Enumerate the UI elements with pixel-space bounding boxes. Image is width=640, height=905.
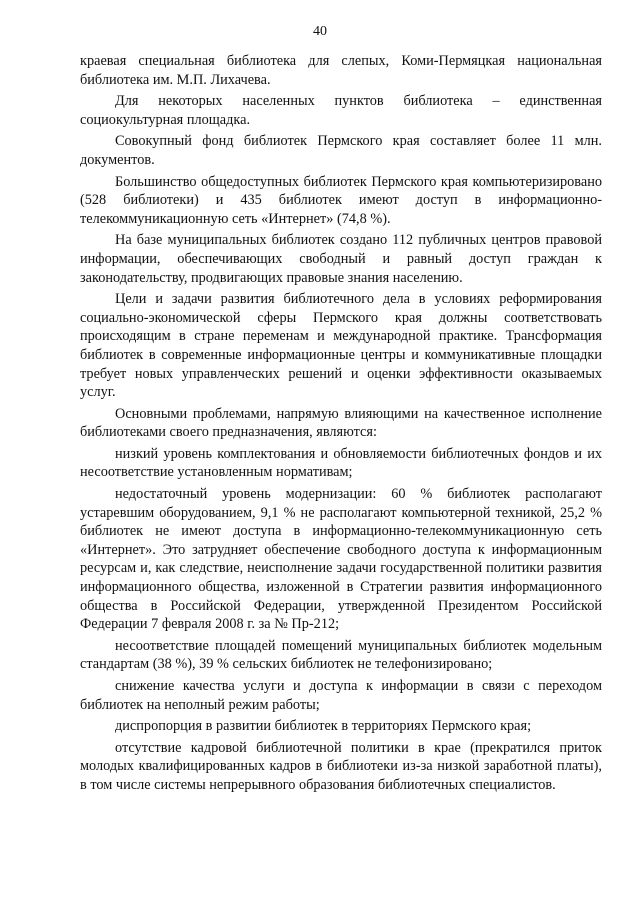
list-item: низкий уровень комплектования и обновляемости библиотечных фондов и их несоответствие установленным нормативам; [80,445,602,481]
paragraph: Совокупный фонд библиотек Пермского края составляет более 11 млн. документов. [80,133,602,168]
list-item: несоответствие площадей помещений муниципальных библиотек модельным стандартам (38 %), 39 % сельских библиотек не телефонизировано; [80,637,602,673]
paragraph: Основными проблемами, напрямую влияющими на качественное исполнение библиотеками своего предназначения, являются: [80,405,602,441]
paragraph: Большинство общедоступных библиотек Пермского края компьютеризировано (528 библиотеки) и 435 библиотек имеют доступ в информационно-телекоммуникационную сеть «Интернет» (74,8 %). [80,173,602,227]
paragraph: Для некоторых населенных пунктов библиотека – единственная социокультурная площадка. [80,93,602,128]
paragraph: краевая специальная библиотека для слепых, Коми-Пермяцкая национальная библиотека им. М.П. Лихачева. [80,53,602,88]
document-body [80,52,602,798]
list-item: недостаточный уровень модернизации: 60 % библиотек располагают устаревшим оборудованием, 9,1 % не располагают компьютерной техникой, 25,2 % библиотек не имеют доступа в информационно-телекоммуникационную сеть «Интернет». Это затрудняет обеспечение свободного доступа к информационным ресурсам и, как следствие, неисполнение задачи государственной политики развития информационного общества, изложенной в Стратегии развития информационного общества в Российской Федерации, утвержденной Президентом Российской Федерации 7 февраля 2008 г. за № Пр-212; [80,486,602,633]
list-item: диспропорция в развитии библиотек в территориях Пермского края; [115,718,532,735]
list-item: отсутствие кадровой библиотечной политики в крае (прекратился приток молодых квалифицированных кадров в библиотеки из-за низкой заработной платы), в том числе системы непрерывного образования библиотечных специалистов. [80,739,602,793]
paragraph: Цели и задачи развития библиотечного дела в условиях реформирования социально-экономической сферы Пермского края должны соответствовать происходящим в стране переменам и международной практике. Трансформация библиотек в современные информационные центры и коммуникативные площадки требует новых управленческих решений и оценки эффективности оказываемых услуг. [80,291,602,401]
list-item: снижение качества услуги и доступа к информации в связи с переходом библиотек на неполный режим работы; [80,678,602,713]
paragraph: На базе муниципальных библиотек создано 112 публичных центров правовой информации, обеспечивающих свободный и равный доступ граждан к законодательству, продвигающих правовые знания населению. [80,232,602,286]
page-number: 40 [313,24,327,39]
